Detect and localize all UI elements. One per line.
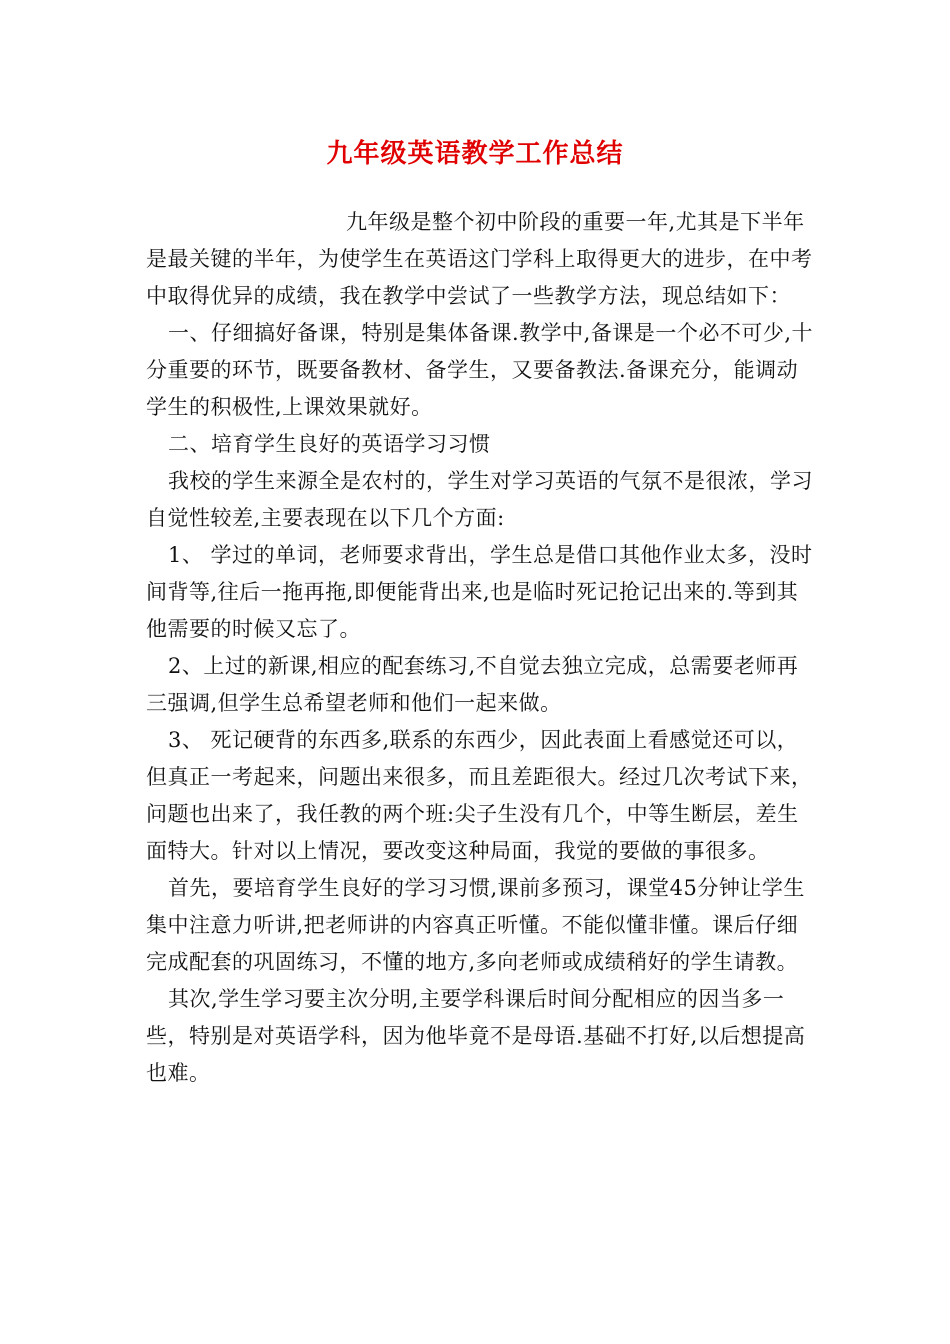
paragraph-item-1: 1、 学过的单词，老师要求背出，学生总是借口其他作业太多，没时间背等,往后一拖再拖,即便能背出来,也是临时死记抢记出来的.等到其他需要的时候又忘了。 [146,543,813,641]
paragraph-student-background: 我校的学生来源全是农村的，学生对学习英语的气氛不是很浓，学习自觉性较差,主要表现在以下几个方面: [146,469,813,530]
paragraph-second: 其次,学生学习要主次分明,主要学科课后时间分配相应的因当多一些，特别是对英语学科，因为他毕竟不是母语.基础不打好,以后想提高也难。 [146,987,806,1085]
paragraph-item-2: 2、上过的新课,相应的配套练习,不自觉去独立完成，总需要老师再三强调,但学生总希望老师和他们一起来做。 [146,654,799,715]
paragraph-item-3: 3、 死记硬背的东西多,联系的东西少，因此表面上看感觉还可以，但真正一考起来，问题出来很多，而且差距很大。经过几次考试下来，问题也出来了，我任教的两个班:尖子生没有几个，中等生断层，差生面特大。针对以上情况，要改变这种局面，我觉的要做的事很多。 [146,728,813,863]
paragraph-intro: 九年级是整个初中阶段的重要一年,尤其是下半年是最关键的半年，为使学生在英语这门学科上取得更大的进步，在中考中取得优异的成绩，我在教学中尝试了一些教学方法，现总结如下： [146,210,813,308]
paragraph-first: 首先，要培育学生良好的学习习惯,课前多预习，课堂45分钟让学生集中注意力听讲,把老师讲的内容真正听懂。不能似懂非懂。课后仔细完成配套的巩固练习，不懂的地方,多向老师或成绩稍好的学生请教。 [146,876,805,974]
document-title: 九年级英语教学工作总结 [326,139,624,169]
paragraph-section-1: 一、仔细搞好备课，特别是集体备课.教学中,备课是一个必不可少,十分重要的环节，既要备教材、备学生，又要备教法.备课充分，能调动学生的积极性,上课效果就好。 [146,321,814,419]
paragraph-section-2-heading: 二、培育学生良好的英语学习习惯 [168,432,491,456]
document-body [146,204,818,1092]
